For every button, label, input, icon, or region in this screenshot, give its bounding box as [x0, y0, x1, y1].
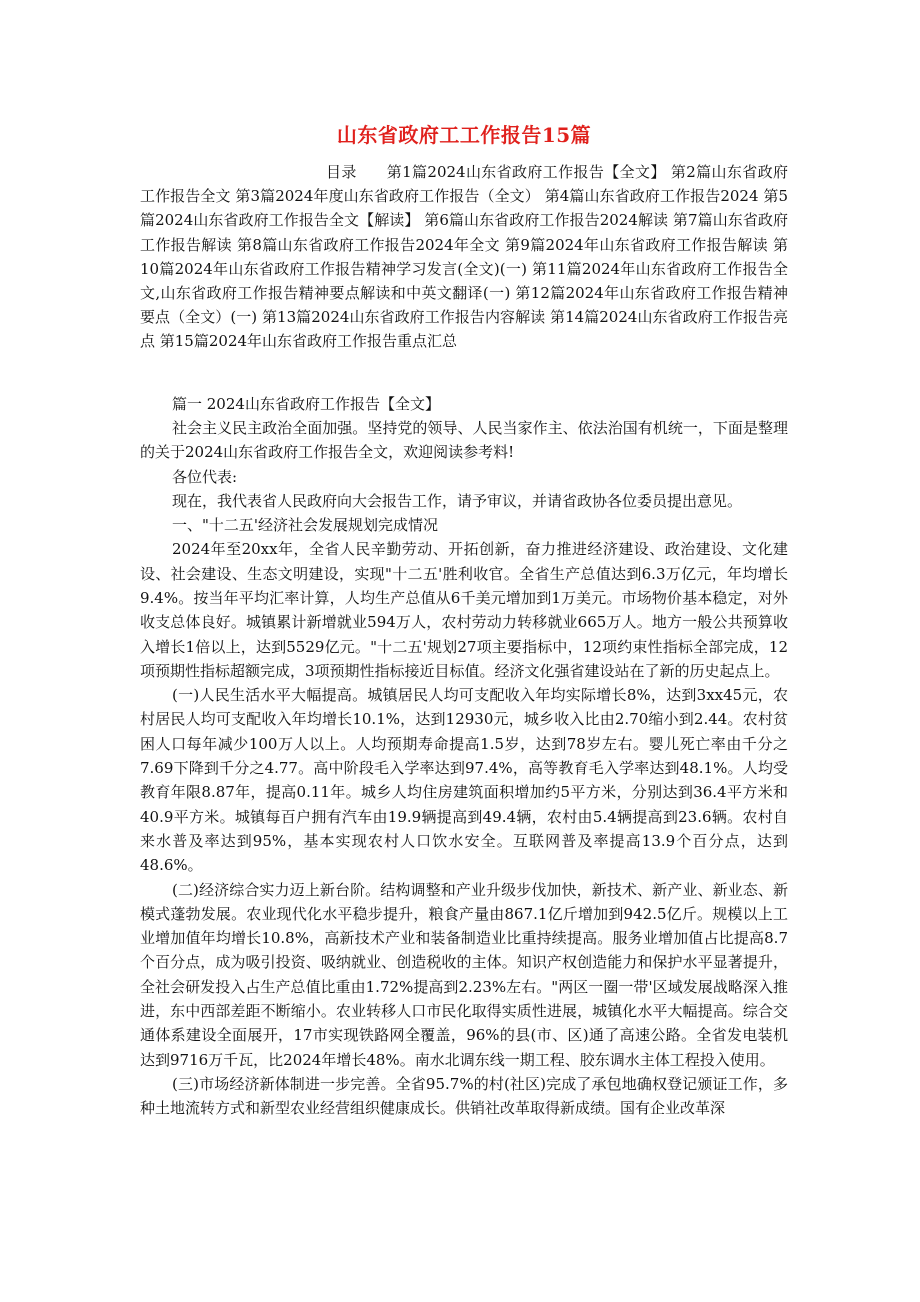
salutation: 各位代表:	[172, 467, 238, 486]
document-body	[140, 392, 788, 1121]
document-page	[140, 118, 788, 1121]
paragraph: (一)人民生活水平大幅提高。城镇居民人均可支配收入年均实际增长8%，达到3xx45元，农村居民人均可支配收入年均增长10.1%，达到12930元，城乡收入比由2.70缩小到2.44。农村贫困人口每年减少100万人以上。人均预期寿命提高1.5岁，达到78岁左右。婴儿死亡率由千分之7.69下降到千分之4.77。高中阶段毛入学率达到97.4%，高等教育毛入学率达到48.1%。人均受教育年限8.87年，提高0.11年。城乡人均住房建筑面积增加约5平方米，分别达到36.4平方米和40.9平方米。城镇每百户拥有汽车由19.9辆提高到49.4辆，农村由5.4辆提高到23.6辆。农村自来水普及率达到95%，基本实现农村人口饮水安全。互联网普及率提高13.9个百分点，达到48.6%。	[140, 686, 788, 875]
document-title: 山东省政府工工作报告15篇	[336, 123, 592, 147]
table-of-contents	[140, 160, 788, 354]
paragraph: 2024年至20xx年，全省人民辛勤劳动、开拓创新，奋力推进经济建设、政治建设、文化建设、社会建设、生态文明建设，实现"十二五'胜利收官。全省生产总值达到6.3万亿元，年均增长9.4%。按当年平均汇率计算，人均生产总值从6千美元增加到1万美元。市场物价基本稳定，对外收支总体良好。城镇累计新增就业594万人，农村劳动力转移就业665万人。地方一般公共预算收入增长1倍以上，达到5529亿元。"十二五'规划27项主要指标中，12项约束性指标全部完成，12项预期性指标超额完成，3项预期性指标接近目标值。经济文化强省建设站在了新的历史起点上。	[140, 540, 788, 680]
paragraph: 社会主义民主政治全面加强。坚持党的领导、人民当家作主、依法治国有机统一，下面是整理的关于2024山东省政府工作报告全文，欢迎阅读参考料!	[140, 418, 788, 462]
section-heading: 篇一 2024山东省政府工作报告【全文】	[172, 394, 440, 413]
paragraph: (三)市场经济新体制进一步完善。全省95.7%的村(社区)完成了承包地确权登记颁证工作，多种土地流转方式和新型农业经营组织健康成长。供销社改革取得新成绩。国有企业改革深	[140, 1074, 788, 1118]
paragraph: 现在，我代表省人民政府向大会报告工作，请予审议，并请省政协各位委员提出意见。	[172, 491, 743, 510]
paragraph: (二)经济综合实力迈上新台阶。结构调整和产业升级步伐加快，新技术、新产业、新业态、新模式蓬勃发展。农业现代化水平稳步提升，粮食产量由867.1亿斤增加到942.5亿斤。规模以上工业增加值年均增长10.8%，高新技术产业和装备制造业比重持续提高。服务业增加值占比提高8.7个百分点，成为吸引投资、吸纳就业、创造税收的主体。知识产权创造能力和保护水平显著提升，全社会研发投入占生产总值比重由1.72%提高到2.23%左右。"两区一圈一带'区域发展战略深入推进，东中西部差距不断缩小。农业转移人口市民化取得实质性进展，城镇化水平大幅提高。综合交通体系建设全面展开，17市实现铁路网全覆盖，96%的县(市、区)通了高速公路。全省发电装机达到9716万千瓦，比2024年增长48%。南水北调东线一期工程、胶东调水主体工程投入使用。	[140, 880, 788, 1069]
toc-entries: 第1篇2024山东省政府工作报告【全文】 第2篇山东省政府工作报告全文 第3篇2024年度山东省政府工作报告（全文） 第4篇山东省政府工作报告2024 第5篇2024山东省政府工作报告全文【解读】 第6篇山东省政府工作报告2024解读 第7篇山东省政府工作报告解读 第8篇山东省政府工作报告2024年全文 第9篇2024年山东省政府工作报告解读 第10篇2024年山东省政府工作报告精神学习发言(全文)(一) 第11篇2024年山东省政府工作报告全文,山东省政府工作报告精神要点解读和中英文翻译(一) 第12篇2024年山东省政府工作报告精神要点（全文）(一) 第13篇2024山东省政府工作报告内容解读 第14篇2024山东省政府工作报告亮点 第15篇2024年山东省政府工作报告重点汇总	[140, 163, 788, 351]
toc-label: 目录	[326, 163, 357, 181]
subsection-heading: 一、"十二五'经济社会发展规划完成情况	[172, 516, 439, 535]
